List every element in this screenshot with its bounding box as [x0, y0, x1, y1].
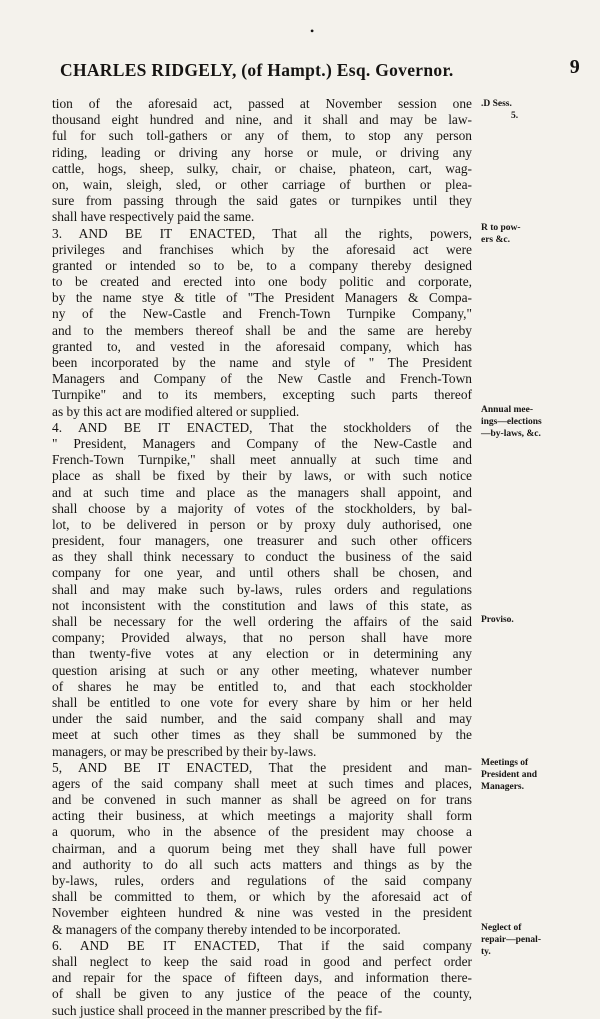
text-line: than twenty-five votes at any election or in determining any	[52, 646, 472, 662]
text-line: lot, to be delivered in person or by proxy duly authorised, one	[52, 516, 472, 532]
text-line: company; Provided always, that no person shall have more	[52, 630, 472, 646]
text-line: sure from passing through the said gates or turnpikes until they	[52, 193, 472, 209]
margin-note-line: Proviso.	[481, 615, 514, 625]
text-line: meet at such other times as they shall be summoned by the	[52, 727, 472, 743]
text-line: granted to, and vested in the aforesaid company, which has	[52, 338, 472, 354]
text-line: to be created and erected into one body politic and corporate,	[52, 274, 472, 290]
text-line: by the name stye & title of "The President Managers & Compa-	[52, 290, 472, 306]
text-line: shall have respectively paid the same.	[52, 209, 255, 225]
margin-note-session	[481, 98, 591, 122]
text-line: and authority to do all such acts matters and things as by the	[52, 856, 472, 872]
margin-note-line: R to pow-	[481, 223, 521, 233]
margin-note-line: Annual mee-	[481, 405, 533, 415]
body-text	[52, 96, 472, 1019]
text-line: Managers and Company of the New Castle and French-Town	[52, 371, 472, 387]
text-line: not inconsistent with the constitution and laws of this state, as	[52, 597, 472, 613]
text-line: 4. AND BE IT ENACTED, That the stockholders of the	[52, 419, 472, 435]
text-line: under the said number, and the said company shall and may	[52, 711, 472, 727]
text-line: shall be committed to them, or which by the aforesaid act of	[52, 889, 472, 905]
text-line: chairman, and a quorum being met they shall have full power	[52, 840, 472, 856]
text-line: shall choose by a majority of votes of the stockholders, by bal-	[52, 500, 472, 516]
text-line: and be convened in such manner as shall be agreed on for trans	[52, 792, 472, 808]
margin-note-line: Neglect of	[481, 923, 522, 933]
margin-note-annual-meetings	[481, 404, 591, 440]
margin-note-line: 5.	[511, 111, 519, 121]
margin-note-line: —by-laws, &c.	[481, 429, 541, 439]
text-line: acting their business, at which meetings a majority shall form	[52, 808, 472, 824]
text-line: riding, leading or driving any horse or mule, or driving any	[52, 144, 472, 160]
margin-note-proviso	[481, 614, 591, 626]
text-line: November eighteen hundred & nine was vested in the president	[52, 905, 472, 921]
text-line: 6. AND BE IT ENACTED, That if the said company	[52, 937, 472, 953]
text-line: French-Town Turnpike," shall meet annually at such time and	[52, 452, 472, 468]
margin-note-line: President and	[481, 770, 538, 780]
text-line: & managers of the company thereby intended to be incorporated.	[52, 921, 401, 937]
margin-note-line: Managers.	[481, 782, 525, 792]
text-line: and repair for the space of fifteen days, and information there-	[52, 970, 472, 986]
margin-note-line: Meetings of	[481, 758, 529, 768]
text-line: by-laws, rules, orders and regulations of the said company	[52, 873, 472, 888]
text-line: 5, AND BE IT ENACTED, That the president and man-	[52, 759, 472, 775]
text-line: cattle, hogs, sheep, sulky, chair, or chaise, phateon, cart, wag-	[52, 160, 472, 176]
text-line: such justice shall proceed in the manner prescribed by the fif-	[52, 1002, 383, 1018]
page-header	[60, 56, 580, 81]
text-line: president, four managers, one treasurer and such other officers	[52, 533, 472, 549]
margin-note-meetings	[481, 757, 591, 793]
text-line: shall be necessary for the well ordering the affairs of the said	[52, 614, 472, 629]
margin-note-line: ty.	[481, 947, 491, 957]
margin-note-rights	[481, 222, 591, 246]
text-line: tion of the aforesaid act, passed at November session one	[52, 96, 472, 111]
text-line: as by this act are modified altered or supplied.	[52, 403, 300, 419]
top-mark: •	[310, 24, 315, 38]
margin-note-neglect	[481, 922, 591, 958]
margin-note-line: repair—penal-	[481, 935, 541, 945]
text-line: question arising at such or any other meeting, whatever number	[52, 662, 472, 678]
text-line: Turnpike" and to its members, excepting such parts thereof	[52, 387, 472, 403]
margin-note-line: ers &c.	[481, 235, 511, 245]
text-line: of shall be given to any justice of the peace of the county,	[52, 986, 472, 1002]
text-line: shall neglect to keep the said road in good and perfect order	[52, 953, 472, 969]
text-line: and to the members thereof shall be and the same are hereby	[52, 322, 472, 338]
text-line: and at such time and place as the managers shall appoint, and	[52, 484, 472, 500]
text-line: a quorum, who in the absence of the president may choose a	[52, 824, 472, 840]
text-line: on, wain, sleigh, sled, or other carriage of burthen or plea-	[52, 176, 472, 192]
page-title: CHARLES RIDGELY, (of Hampt.) Esq. Governor.	[60, 60, 454, 80]
text-line: shall be entitled to one vote for every share by him or her held	[52, 694, 472, 710]
text-line: thousand eight hundred and nine, and it shall and may be law-	[52, 112, 472, 128]
text-line: ful for such toll-gathers or any of them, to stop any person	[52, 128, 472, 144]
text-line: been incorporated by the name and style of " The President	[52, 355, 472, 370]
margin-note-line: .D Sess.	[481, 99, 512, 109]
text-line: of shares he may be entitled to, and that each stockholder	[52, 678, 472, 694]
text-line: company for one year, and until others shall be chosen, and	[52, 565, 472, 581]
text-line: agers of the said company shall meet at such times and places,	[52, 775, 472, 791]
margin-note-line: ings—elections	[481, 417, 542, 427]
text-line: ny of the New-Castle and French-Town Turnpike Company,"	[52, 306, 472, 322]
text-line: granted or intended so to be, to a company thereby designed	[52, 257, 472, 273]
text-line: privileges and franchises which by the aforesaid act were	[52, 241, 472, 257]
text-line: 3. AND BE IT ENACTED, That all the rights, powers,	[52, 225, 472, 241]
text-line: " President, Managers and Company of the New-Castle and	[52, 435, 472, 451]
text-line: place as shall be fixed by their by laws, or with such notice	[52, 468, 472, 484]
text-line: managers, or may be prescribed by their by-laws.	[52, 743, 317, 759]
page-number: 9	[569, 56, 580, 78]
text-line: as they shall think necessary to conduct the business of the said	[52, 549, 472, 565]
text-line: shall and may make such by-laws, rules orders and regulations	[52, 581, 472, 597]
